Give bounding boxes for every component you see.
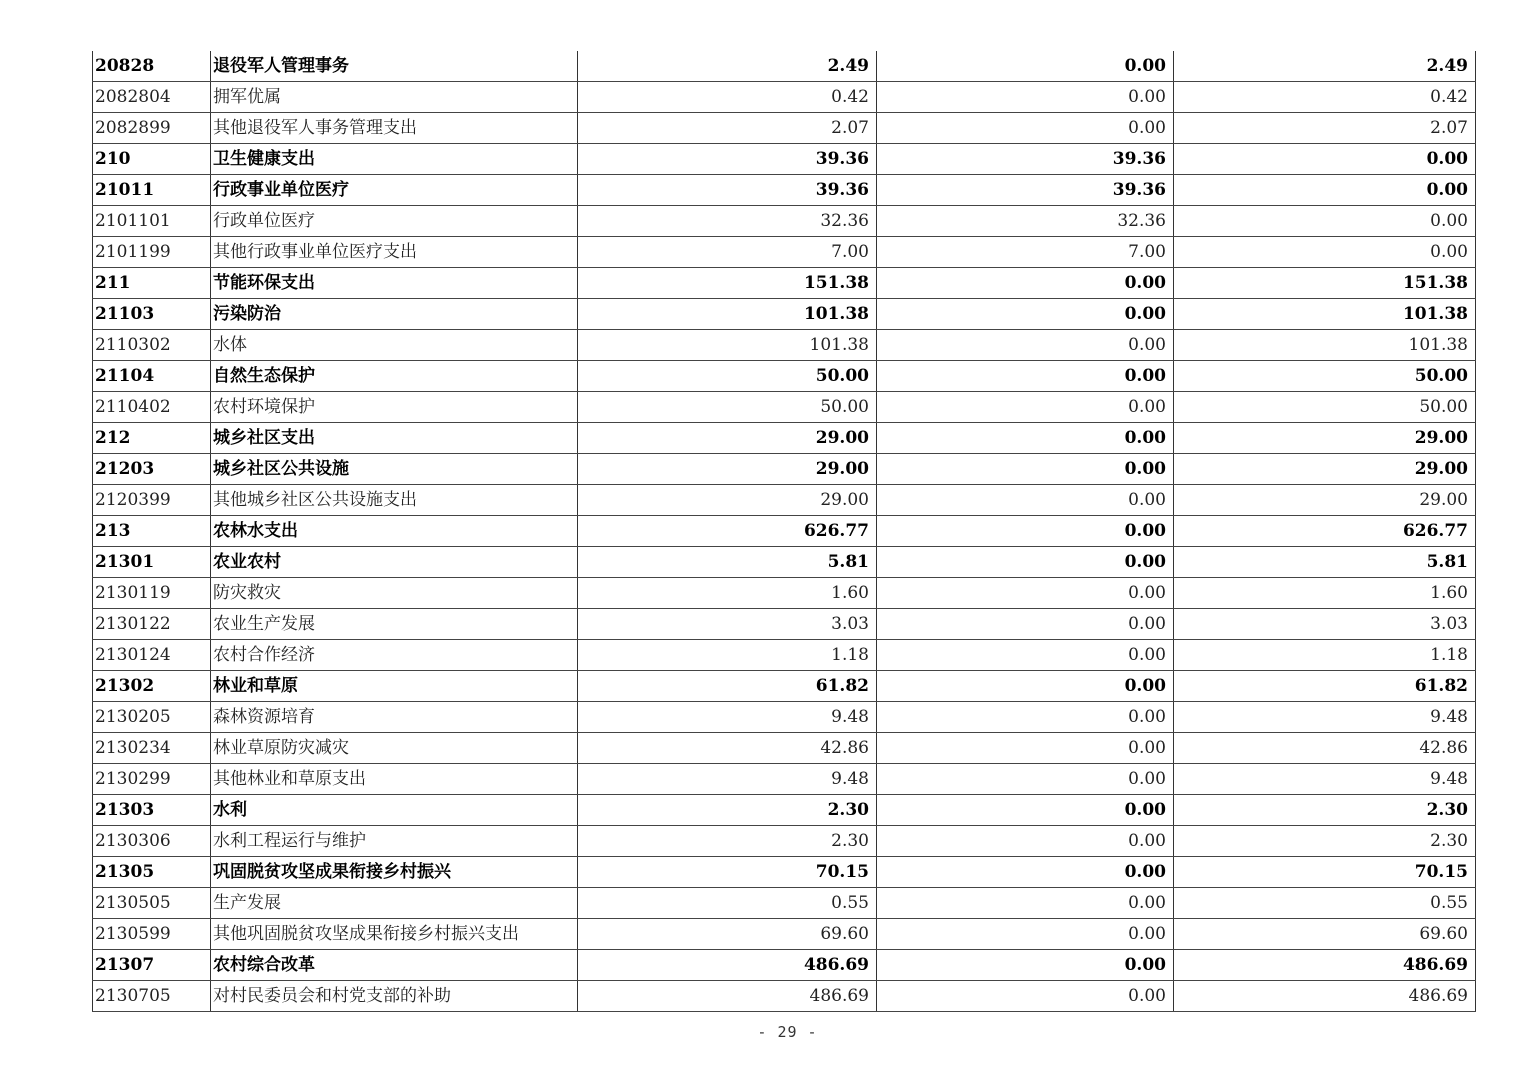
project-expenditure-cell: 0.55 [1174,888,1476,919]
total-amount-cell: 486.69 [578,950,877,981]
total-amount-cell: 3.03 [578,609,877,640]
total-amount-cell: 42.86 [578,733,877,764]
project-expenditure-cell: 1.18 [1174,640,1476,671]
basic-expenditure-cell: 0.00 [877,981,1174,1012]
table-row [93,547,1476,578]
total-amount-cell: 50.00 [578,361,877,392]
table-row [93,764,1476,795]
total-amount-cell: 39.36 [578,175,877,206]
subject-name-cell: 林业草原防灾减灾 [211,733,578,764]
basic-expenditure-cell: 39.36 [877,144,1174,175]
subject-code-cell: 213 [93,516,211,547]
basic-expenditure-cell: 0.00 [877,795,1174,826]
subject-code-cell: 2130124 [93,640,211,671]
project-expenditure-cell: 29.00 [1174,454,1476,485]
table-row [93,113,1476,144]
subject-name-cell: 节能环保支出 [211,268,578,299]
subject-code-cell: 2130505 [93,888,211,919]
subject-code-cell: 2101101 [93,206,211,237]
project-expenditure-cell: 486.69 [1174,981,1476,1012]
basic-expenditure-cell: 0.00 [877,640,1174,671]
subject-code-cell: 2120399 [93,485,211,516]
table-row [93,144,1476,175]
subject-code-cell: 21305 [93,857,211,888]
total-amount-cell: 0.42 [578,82,877,113]
project-expenditure-cell: 1.60 [1174,578,1476,609]
subject-name-cell: 生产发展 [211,888,578,919]
subject-code-cell: 20828 [93,51,211,82]
subject-name-cell: 拥军优属 [211,82,578,113]
basic-expenditure-cell: 0.00 [877,671,1174,702]
subject-code-cell: 21303 [93,795,211,826]
subject-name-cell: 农村综合改革 [211,950,578,981]
subject-name-cell: 自然生态保护 [211,361,578,392]
table-row [93,392,1476,423]
total-amount-cell: 101.38 [578,330,877,361]
total-amount-cell: 29.00 [578,454,877,485]
subject-name-cell: 森林资源培育 [211,702,578,733]
project-expenditure-cell: 2.30 [1174,826,1476,857]
total-amount-cell: 29.00 [578,423,877,454]
total-amount-cell: 2.49 [578,51,877,82]
subject-code-cell: 21104 [93,361,211,392]
table-row [93,795,1476,826]
subject-code-cell: 21103 [93,299,211,330]
subject-name-cell: 行政事业单位医疗 [211,175,578,206]
total-amount-cell: 61.82 [578,671,877,702]
total-amount-cell: 2.07 [578,113,877,144]
subject-name-cell: 防灾救灾 [211,578,578,609]
basic-expenditure-cell: 0.00 [877,485,1174,516]
table-row [93,268,1476,299]
project-expenditure-cell: 29.00 [1174,423,1476,454]
basic-expenditure-cell: 0.00 [877,361,1174,392]
basic-expenditure-cell: 0.00 [877,299,1174,330]
table-row [93,206,1476,237]
basic-expenditure-cell: 0.00 [877,764,1174,795]
total-amount-cell: 2.30 [578,795,877,826]
subject-code-cell: 21301 [93,547,211,578]
subject-code-cell: 2130119 [93,578,211,609]
subject-code-cell: 2082804 [93,82,211,113]
subject-name-cell: 巩固脱贫攻坚成果衔接乡村振兴 [211,857,578,888]
basic-expenditure-cell: 0.00 [877,702,1174,733]
subject-name-cell: 其他林业和草原支出 [211,764,578,795]
subject-code-cell: 2130234 [93,733,211,764]
subject-code-cell: 2130306 [93,826,211,857]
subject-name-cell: 其他行政事业单位医疗支出 [211,237,578,268]
basic-expenditure-cell: 0.00 [877,51,1174,82]
subject-code-cell: 2101199 [93,237,211,268]
basic-expenditure-cell: 0.00 [877,547,1174,578]
table-row [93,671,1476,702]
table-row [93,454,1476,485]
subject-name-cell: 农业农村 [211,547,578,578]
budget-table [92,51,1476,1012]
project-expenditure-cell: 101.38 [1174,299,1476,330]
project-expenditure-cell: 626.77 [1174,516,1476,547]
total-amount-cell: 32.36 [578,206,877,237]
subject-name-cell: 其他城乡社区公共设施支出 [211,485,578,516]
page-number: - 29 - [757,1023,818,1041]
basic-expenditure-cell: 0.00 [877,857,1174,888]
table-row [93,733,1476,764]
total-amount-cell: 7.00 [578,237,877,268]
table-row [93,485,1476,516]
subject-name-cell: 行政单位医疗 [211,206,578,237]
subject-name-cell: 其他退役军人事务管理支出 [211,113,578,144]
table-row [93,888,1476,919]
basic-expenditure-cell: 0.00 [877,578,1174,609]
total-amount-cell: 2.30 [578,826,877,857]
subject-name-cell: 污染防治 [211,299,578,330]
subject-code-cell: 21307 [93,950,211,981]
project-expenditure-cell: 2.49 [1174,51,1476,82]
table-row [93,516,1476,547]
total-amount-cell: 626.77 [578,516,877,547]
table-row [93,423,1476,454]
table-row [93,299,1476,330]
table-row [93,330,1476,361]
basic-expenditure-cell: 0.00 [877,919,1174,950]
table-row [93,175,1476,206]
table-row [93,82,1476,113]
subject-code-cell: 21302 [93,671,211,702]
subject-name-cell: 农林水支出 [211,516,578,547]
basic-expenditure-cell: 0.00 [877,423,1174,454]
project-expenditure-cell: 9.48 [1174,702,1476,733]
subject-name-cell: 农村合作经济 [211,640,578,671]
basic-expenditure-cell: 0.00 [877,392,1174,423]
table-row [93,981,1476,1012]
subject-name-cell: 其他巩固脱贫攻坚成果衔接乡村振兴支出 [211,919,578,950]
basic-expenditure-cell: 0.00 [877,950,1174,981]
total-amount-cell: 486.69 [578,981,877,1012]
total-amount-cell: 70.15 [578,857,877,888]
project-expenditure-cell: 0.42 [1174,82,1476,113]
project-expenditure-cell: 29.00 [1174,485,1476,516]
subject-name-cell: 城乡社区公共设施 [211,454,578,485]
basic-expenditure-cell: 0.00 [877,330,1174,361]
basic-expenditure-cell: 0.00 [877,82,1174,113]
subject-code-cell: 211 [93,268,211,299]
subject-name-cell: 水利 [211,795,578,826]
subject-code-cell: 21203 [93,454,211,485]
subject-name-cell: 水体 [211,330,578,361]
project-expenditure-cell: 486.69 [1174,950,1476,981]
subject-code-cell: 212 [93,423,211,454]
basic-expenditure-cell: 32.36 [877,206,1174,237]
project-expenditure-cell: 5.81 [1174,547,1476,578]
total-amount-cell: 69.60 [578,919,877,950]
table-row [93,857,1476,888]
table-row [93,609,1476,640]
table-row [93,578,1476,609]
total-amount-cell: 151.38 [578,268,877,299]
table-row [93,361,1476,392]
subject-code-cell: 21011 [93,175,211,206]
table-row [93,640,1476,671]
basic-expenditure-cell: 0.00 [877,113,1174,144]
subject-code-cell: 2130599 [93,919,211,950]
subject-name-cell: 对村民委员会和村党支部的补助 [211,981,578,1012]
project-expenditure-cell: 61.82 [1174,671,1476,702]
total-amount-cell: 101.38 [578,299,877,330]
subject-code-cell: 2130705 [93,981,211,1012]
total-amount-cell: 5.81 [578,547,877,578]
subject-name-cell: 卫生健康支出 [211,144,578,175]
table-row [93,702,1476,733]
table-body [93,51,1476,1012]
table-row [93,826,1476,857]
subject-code-cell: 2130205 [93,702,211,733]
subject-code-cell: 2130299 [93,764,211,795]
basic-expenditure-cell: 0.00 [877,888,1174,919]
project-expenditure-cell: 3.03 [1174,609,1476,640]
project-expenditure-cell: 9.48 [1174,764,1476,795]
basic-expenditure-cell: 0.00 [877,733,1174,764]
basic-expenditure-cell: 0.00 [877,609,1174,640]
total-amount-cell: 50.00 [578,392,877,423]
total-amount-cell: 0.55 [578,888,877,919]
basic-expenditure-cell: 7.00 [877,237,1174,268]
total-amount-cell: 1.60 [578,578,877,609]
total-amount-cell: 9.48 [578,702,877,733]
project-expenditure-cell: 70.15 [1174,857,1476,888]
total-amount-cell: 39.36 [578,144,877,175]
table-row [93,237,1476,268]
project-expenditure-cell: 42.86 [1174,733,1476,764]
project-expenditure-cell: 0.00 [1174,144,1476,175]
subject-name-cell: 退役军人管理事务 [211,51,578,82]
subject-name-cell: 农业生产发展 [211,609,578,640]
project-expenditure-cell: 2.30 [1174,795,1476,826]
subject-code-cell: 2110302 [93,330,211,361]
project-expenditure-cell: 0.00 [1174,175,1476,206]
project-expenditure-cell: 101.38 [1174,330,1476,361]
table-row [93,51,1476,82]
subject-name-cell: 水利工程运行与维护 [211,826,578,857]
subject-name-cell: 城乡社区支出 [211,423,578,454]
subject-code-cell: 2082899 [93,113,211,144]
basic-expenditure-cell: 0.00 [877,826,1174,857]
project-expenditure-cell: 0.00 [1174,237,1476,268]
basic-expenditure-cell: 39.36 [877,175,1174,206]
project-expenditure-cell: 151.38 [1174,268,1476,299]
table-row [93,950,1476,981]
project-expenditure-cell: 0.00 [1174,206,1476,237]
subject-code-cell: 210 [93,144,211,175]
basic-expenditure-cell: 0.00 [877,516,1174,547]
project-expenditure-cell: 50.00 [1174,392,1476,423]
project-expenditure-cell: 2.07 [1174,113,1476,144]
basic-expenditure-cell: 0.00 [877,268,1174,299]
basic-expenditure-cell: 0.00 [877,454,1174,485]
project-expenditure-cell: 69.60 [1174,919,1476,950]
total-amount-cell: 1.18 [578,640,877,671]
subject-name-cell: 林业和草原 [211,671,578,702]
project-expenditure-cell: 50.00 [1174,361,1476,392]
table-row [93,919,1476,950]
subject-code-cell: 2130122 [93,609,211,640]
subject-code-cell: 2110402 [93,392,211,423]
subject-name-cell: 农村环境保护 [211,392,578,423]
total-amount-cell: 9.48 [578,764,877,795]
total-amount-cell: 29.00 [578,485,877,516]
